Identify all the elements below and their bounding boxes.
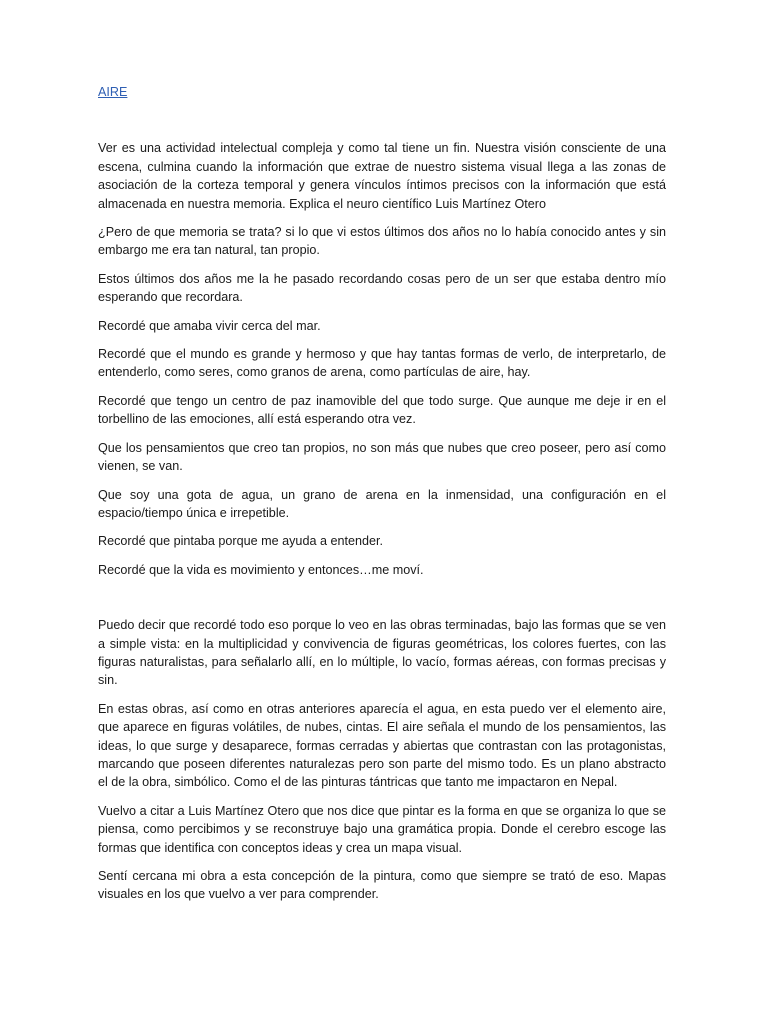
paragraph-citation: Vuelvo a citar a Luis Martínez Otero que nos dice que pintar es la forma en que se organiza lo que se piensa, como percibimos y se reconstruye bajo una gramática propia. Donde el cerebro escoge las formas que identifica con conceptos ideas y crea un mapa visual. xyxy=(98,803,666,855)
paragraph-air-element: En estas obras, así como en otras anteriores aparecía el agua, en esta puedo ver el elemento aire, que aparece en figuras volátiles, de nubes, cintas. El aire señala el mundo de los pensamientos, las ideas, lo que surge y desaparece, formas cerradas y abiertas que contrastan con las protagonistas, marcando que poseen diferentes naturalezas pero son parte del mismo todo. Es un plano abstracto el de la obra, simbólico. Como el de las pinturas tántricas que tanto me impactaron en Nepal. xyxy=(98,701,666,790)
paragraph-water-drop: Que soy una gota de agua, un grano de arena en la inmensidad, una configuración en el espacio/tiempo única e irrepetible. xyxy=(98,487,666,520)
paragraph-painting: Recordé que pintaba porque me ayuda a entender. xyxy=(98,534,383,549)
paragraph-finished-works: Puedo decir que recordé todo eso porque lo veo en las obras terminadas, bajo las formas que se ven a simple vista: en la multiplicidad y convivencia de figuras geométricas, los colores fuertes, con las figuras naturalistas, para señalarlo allí, en lo múltiple, lo vacío, formas aéreas, con formas precisas y sin. xyxy=(98,618,666,688)
paragraph-vision: Ver es una actividad intelectual compleja y como tal tiene un fin. Nuestra visión consciente de una escena, culmina cuando la información que extrae de nuestro sistema visual llega a las zonas de asociación de la corteza temporal y genera vínculos íntimos precisos con la información que está almacenada en nuestra memoria. Explica el neuro científico Luis Martínez Otero xyxy=(98,141,666,211)
paragraph-thoughts: Que los pensamientos que creo tan propios, no son más que nubes que creo poseer, pero así como vienen, se van. xyxy=(98,440,666,474)
paragraph-world: Recordé que el mundo es grande y hermoso y que hay tantas formas de verlo, de interpretarlo, de entenderlo, como seres, como granos de arena, como partículas de aire, hay. xyxy=(98,347,666,380)
document-title-link[interactable]: AIRE xyxy=(98,85,128,99)
paragraph-sea: Recordé que amaba vivir cerca del mar. xyxy=(98,318,321,333)
paragraph-memory-question: ¿Pero de que memoria se trata? si lo que vi estos últimos dos años no lo había conocido antes y sin embargo me era tan natural, tan propio. xyxy=(98,225,666,258)
section-spacer xyxy=(98,589,666,616)
paragraph-peace: Recordé que tengo un centro de paz inamovible del que todo surge. Que aunque me deje ir en el torbellino de las emociones, allí está esperando otra vez. xyxy=(98,393,666,427)
paragraph-remembering: Estos últimos dos años me la he pasado recordando cosas pero de un ser que estaba dentro mío esperando que recordara. xyxy=(98,271,666,305)
paragraph-movement: Recordé que la vida es movimiento y entonces…me moví. xyxy=(98,562,424,577)
paragraph-visual-maps: Sentí cercana mi obra a esta concepción de la pintura, como que siempre se trató de eso. Mapas visuales en los que vuelvo a ver para comprender. xyxy=(98,869,666,902)
document-page xyxy=(98,83,666,914)
